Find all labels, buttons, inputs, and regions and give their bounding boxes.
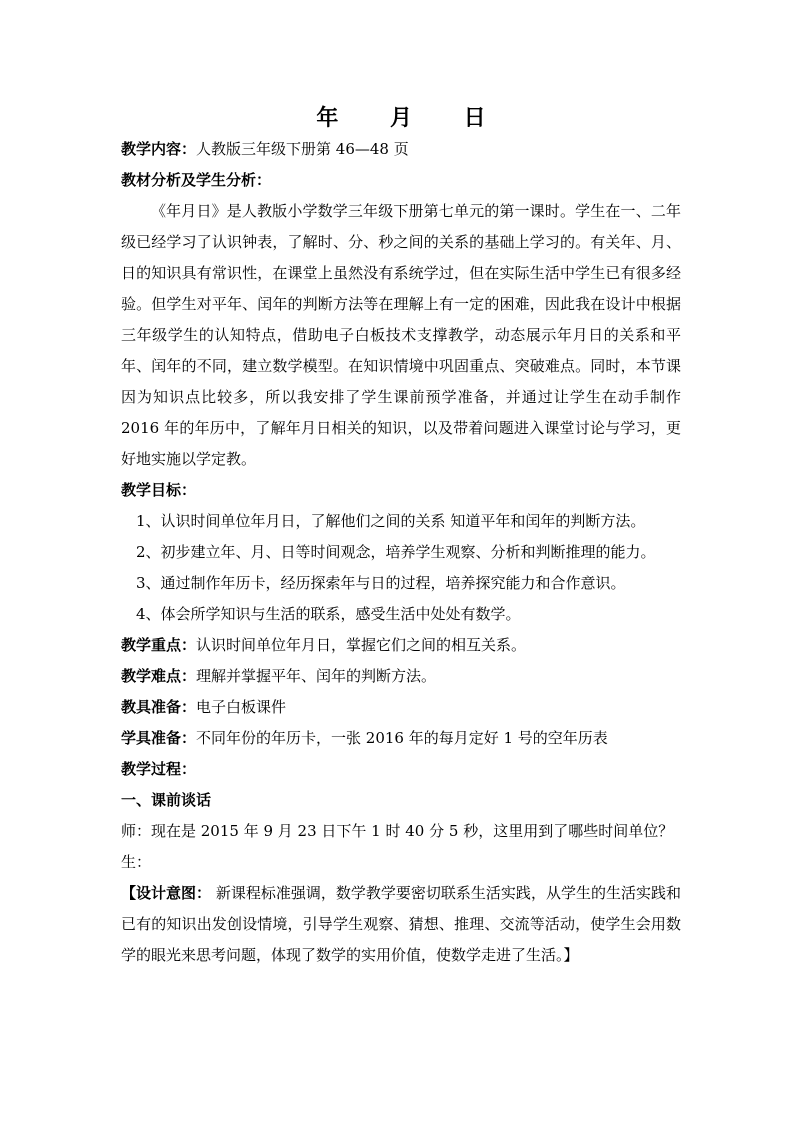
goal-item: 4、体会所学知识与生活的联系，感受生活中处处有数学。: [136, 605, 521, 623]
teacher-line: 师：现在是 2015 年 9 月 23 日下午 1 时 40 分 5 秒，这里用到了哪些时间单位？: [121, 822, 674, 840]
teaching-content-row: [121, 134, 681, 165]
difficulty-row: [121, 661, 681, 692]
goal-item: 2、初步建立年、月、日等时间观念，培养学生观察、分析和判断推理的能力。: [136, 543, 656, 561]
document-page: [121, 100, 681, 971]
key-point-row: [121, 630, 681, 661]
student-line: 生：: [121, 853, 152, 871]
design-intent-text: 新课程标准强调，数学教学要密切联系生活实践，从学生的生活实践和已有的知识出发创设情境，引导学生观察、猜想、推理、交流等活动，使学生会用数学的眼光来思考问题，体现了数学的实用价值，使数学走进了生活。】: [121, 884, 681, 964]
teacher-prep-row: [121, 692, 681, 723]
design-intent-label: 【设计意图：: [121, 884, 212, 902]
teaching-content-label: 教学内容：: [121, 140, 197, 158]
student-prep-row: [121, 723, 681, 754]
section-heading: 一、课前谈话: [121, 791, 212, 809]
key-point-label: 教学重点：: [121, 636, 197, 654]
analysis-heading: 教材分析及学生分析：: [121, 171, 272, 189]
analysis-paragraph: 《年月日》是人教版小学数学三年级下册第七单元的第一课时。学生在一、二年级已经学习了认识钟表，了解时、分、秒之间的关系的基础上学习的。有关年、月、日的知识具有常识性，在课堂上虽然没有系统学过，但在实际生活中学生已有很多经验。但学生对平年、闰年的判断方法等在理解上有一定的困难，因此我在设计中根据三年级学生的认知特点，借助电子白板技术支撑教学，动态展示年月日的关系和平年、闰年的不同，建立数学模型。在知识情境中巩固重点、突破难点。同时，本节课因为知识点比较多，所以我安排了学生课前预学准备，并通过让学生在动手制作 2016 年的年历中，了解年月日相关的知识，以及带着问题进入课堂讨论与学习，更好地实施以学定教。: [121, 202, 681, 468]
student-prep-label: 学具准备：: [121, 729, 197, 747]
teacher-prep-text: 电子白板课件: [196, 698, 287, 716]
design-intent-paragraph: [121, 878, 681, 971]
goal-item: 3、通过制作年历卡，经历探索年与日的过程，培养探究能力和合作意识。: [136, 574, 626, 592]
difficulty-text: 理解并掌握平年、闰年的判断方法。: [196, 667, 437, 685]
student-prep-text: 不同年份的年历卡，一张 2016 年的每月定好 1 号的空年历表: [196, 729, 608, 747]
page-title: 年 月 日: [316, 105, 508, 131]
difficulty-label: 教学难点：: [121, 667, 197, 685]
goal-item: 1、认识时间单位年月日，了解他们之间的关系 知道平年和闰年的判断方法。: [136, 512, 646, 530]
process-heading: 教学过程：: [121, 760, 197, 778]
teacher-prep-label: 教具准备：: [121, 698, 197, 716]
teaching-content-text: 人教版三年级下册第 46—48 页: [196, 140, 409, 158]
key-point-text: 认识时间单位年月日，掌握它们之间的相互关系。: [196, 636, 527, 654]
goals-heading: 教学目标：: [121, 481, 197, 499]
